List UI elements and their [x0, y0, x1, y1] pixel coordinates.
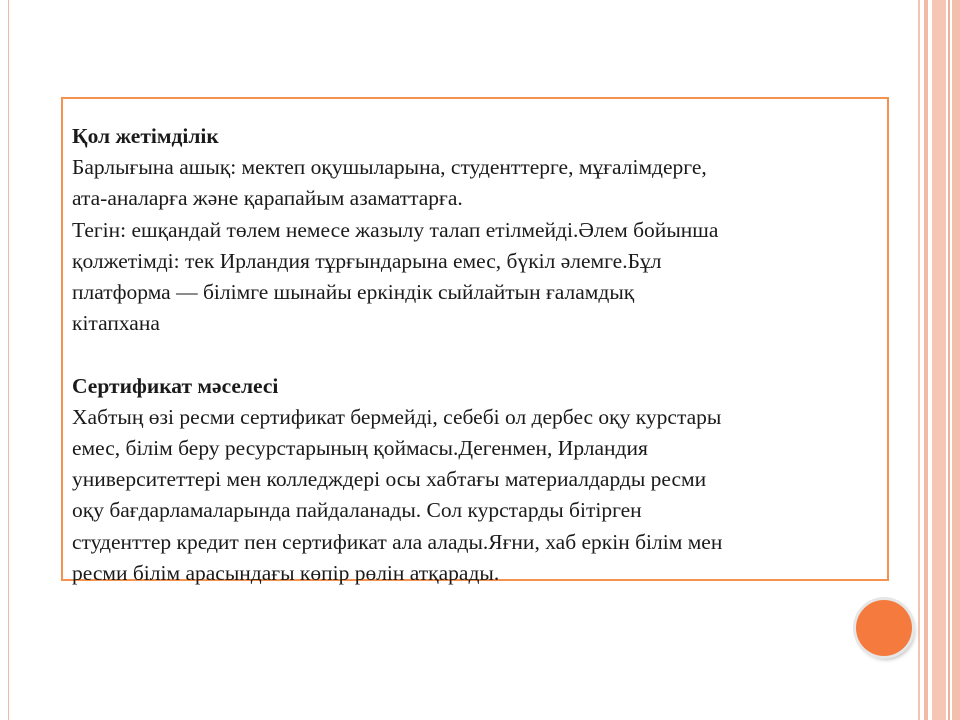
- paragraph-line: студенттер кредит пен сертификат ала алады.Яғни, хаб еркін білім мен: [72, 529, 723, 554]
- paragraph-line: емес, білім беру ресурстарының қоймасы.Дегенмен, Ирландия: [72, 436, 648, 461]
- paragraph-line: ата-аналарға және қарапайым азаматтарға.: [72, 186, 463, 211]
- paragraph-line: Барлығына ашық: мектеп оқушыларына, студенттерге, мұғалімдерге,: [72, 155, 707, 180]
- paragraph-line: қолжетімді: тек Ирландия тұрғындарына емес, бүкіл әлемге.Бұл: [72, 248, 662, 273]
- paragraph-line: Тегін: ешқандай төлем немесе жазылу талап етілмейді.Әлем бойынша: [72, 217, 719, 242]
- stripe: [924, 0, 928, 720]
- section-heading-accessibility: Қол жетімділік: [72, 124, 219, 148]
- paragraph-line: кітапхана: [72, 311, 160, 336]
- paragraph-line: ресми білім арасындағы көпір рөлін атқарады.: [72, 560, 500, 585]
- paragraph-line: оқу бағдарламаларында пайдаланады. Сол курстарды бітірген: [72, 498, 642, 523]
- stripe: [918, 0, 920, 720]
- stripe: [948, 0, 950, 720]
- paragraph-line: платформа — білімге шынайы еркіндік сыйлайтын ғаламдық: [72, 280, 635, 305]
- stripe: [932, 0, 946, 720]
- section-heading-certificate: Сертификат мәселесі: [72, 373, 279, 398]
- stripe: [952, 0, 960, 720]
- paragraph-line: университеттері мен колледждері осы хабтағы материалдарды ресми: [72, 467, 707, 492]
- decorative-stripes: [918, 0, 960, 720]
- left-frame-border: [8, 0, 9, 720]
- paragraph-spacer: [72, 339, 879, 370]
- orange-circle-decoration: [856, 600, 912, 656]
- paragraph-line: Хабтың өзі ресми сертификат бермейді, себебі ол дербес оқу курстары: [72, 404, 722, 429]
- content-box: [61, 97, 889, 585]
